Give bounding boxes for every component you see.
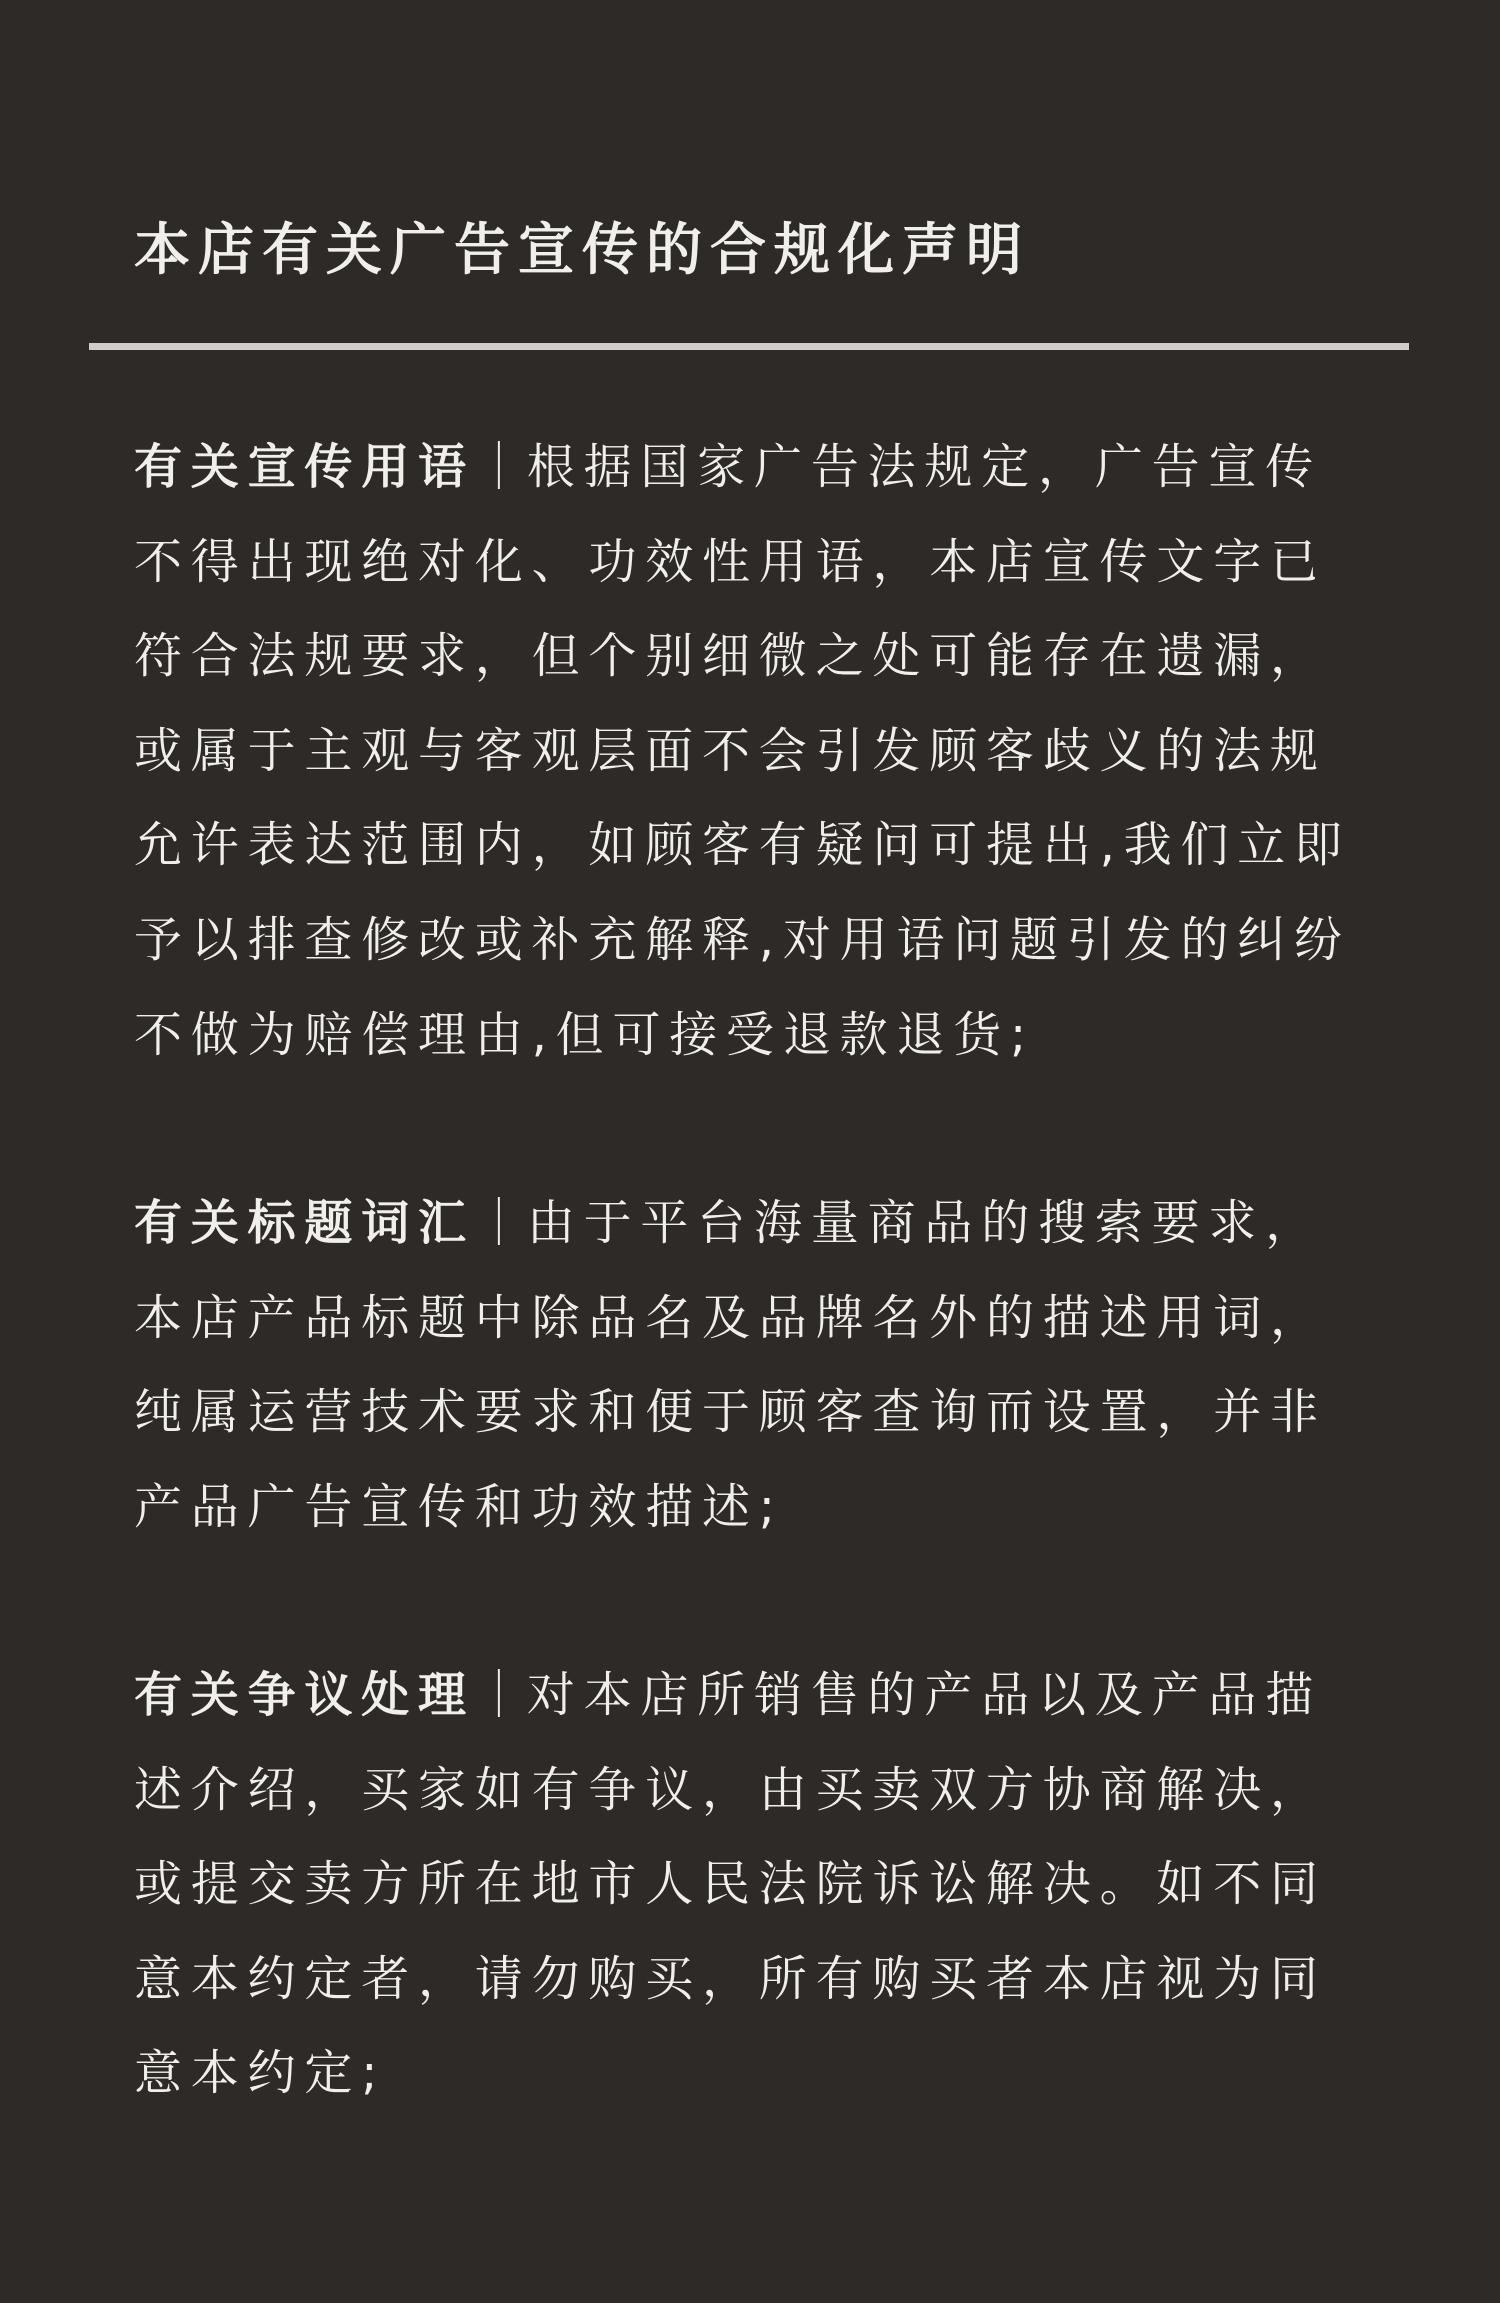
body-line: 根据国家广告法规定，广告宣传 (526, 439, 1323, 495)
body-line: 意本约定者，请勿购买，所有购买者本店视为同 (134, 1950, 1327, 2007)
body-line: 或提交卖方所在地市人民法院诉讼解决。如不同 (134, 1856, 1327, 1913)
heading-separator: ｜ (474, 1195, 527, 1251)
section-title-keywords (134, 1176, 1370, 1554)
section-advertising-terms (134, 420, 1370, 1082)
title-divider (89, 343, 1409, 350)
section-heading: 有关标题词汇 (134, 1195, 475, 1251)
page-title: 本店有关广告宣传的合规化声明 (134, 218, 1030, 283)
section-heading: 有关宣传用语 (134, 439, 475, 495)
body-line: 允许表达范围内，如顾客有疑问可提出,我们立即 (134, 817, 1351, 874)
heading-separator: ｜ (474, 1667, 527, 1723)
body-line: 纯属运营技术要求和便于顾客查询而设置，并非 (134, 1384, 1327, 1441)
body-line: 意本约定; (134, 2045, 387, 2102)
body-line: 本店产品标题中除品名及品牌名外的描述用词， (134, 1289, 1327, 1346)
body-line: 不得出现绝对化、功效性用语，本店宣传文字已 (134, 533, 1327, 590)
section-heading: 有关争议处理 (134, 1667, 475, 1723)
section-dispute-handling (134, 1648, 1370, 2121)
body-line: 不做为赔偿理由,但可接受退款退货; (134, 1006, 1036, 1063)
body-line: 对本店所销售的产品以及产品描 (526, 1667, 1323, 1723)
body-line: 由于平台海量商品的搜索要求， (526, 1195, 1323, 1251)
body-line: 产品广告宣传和功效描述; (134, 1478, 784, 1535)
body-line: 予以排查修改或补充解释,对用语问题引发的纠纷 (134, 911, 1351, 968)
body-line: 述介绍，买家如有争议，由买卖双方协商解决， (134, 1761, 1327, 1818)
body-line: 符合法规要求，但个别细微之处可能存在遗漏， (134, 628, 1327, 685)
body-line: 或属于主观与客观层面不会引发顾客歧义的法规 (134, 722, 1327, 779)
heading-separator: ｜ (474, 439, 527, 495)
